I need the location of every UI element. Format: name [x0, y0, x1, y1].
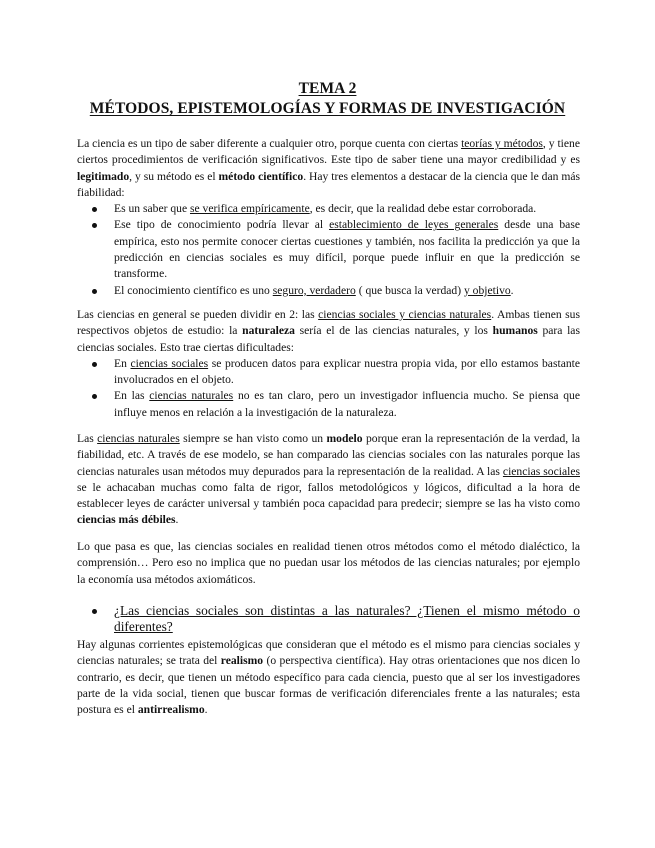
list-item: [77, 217, 580, 282]
text-run: desde una base empírica, esto nos permite conocer ciertas cuestiones y también, nos facilita la predicción ya que la predicción en ciencias sociales es muy difícil, porque puede influir en que la predicción se transforme.: [114, 218, 580, 281]
division-section: [77, 307, 580, 421]
question-list: [77, 603, 580, 636]
division-paragraph: [77, 307, 580, 356]
text-run: La ciencia es un tipo de saber diferente a cualquier otro, porque cuenta con ciertas: [77, 137, 462, 150]
model-paragraph: [77, 431, 580, 529]
text-run: Hay algunas corrientes epistemológicas que consideran que el método es el mismo para ciencias sociales y ciencias naturales; se trata del: [77, 638, 580, 668]
bold-term: legitimado: [77, 169, 130, 183]
bold-term: humanos: [492, 324, 538, 338]
difficulties-list: [77, 356, 580, 421]
bold-term: naturaleza: [242, 324, 295, 338]
text-run: se le achacaban muchas como falta de rigor, fallos metodológicos y lógicos, dificultad a la hora de establecer leyes de carácter universal y también poca capacidad para predecir; siempre se las ha visto como: [77, 480, 580, 511]
text-run: no es tan claro, pero un investigador influencia mucho. Se piensa que influye menos en relación a la investigación de la naturaleza.: [114, 389, 580, 419]
text-run: sería el de las ciencias naturales, y los: [294, 324, 493, 338]
underlined-term: ciencias naturales: [149, 389, 234, 403]
list-item: [77, 603, 580, 636]
list-item: [77, 356, 580, 389]
question-text: ¿Las ciencias sociales son distintas a las naturales? ¿Tienen el mismo método o diferentes?: [114, 603, 580, 635]
list-item: [77, 388, 580, 421]
underlined-term: establecimiento de leyes generales: [329, 218, 499, 232]
bold-term: realismo: [220, 654, 264, 668]
model-section: [77, 431, 580, 529]
underlined-term: ciencias sociales: [130, 356, 209, 370]
bold-term: modelo: [326, 432, 363, 445]
intro-paragraph: [77, 136, 580, 201]
text-run: . Ambas tienen sus respectivos objetos de estudio: la: [77, 308, 580, 338]
intro-section: [77, 136, 580, 299]
realism-paragraph: [77, 637, 580, 718]
text-run: Ese tipo de conocimiento podría llevar al: [114, 218, 330, 232]
bold-term: ciencias más débiles: [77, 513, 176, 527]
bold-term: antirrealismo: [137, 703, 205, 717]
underlined-term: seguro, verdadero: [272, 283, 356, 297]
text-run: .: [175, 513, 179, 527]
text-run: se producen datos para explicar nuestra propia vida, por ello estamos bastante involucrados en el objeto.: [114, 356, 581, 387]
list-item: [77, 283, 580, 299]
elements-list: [77, 201, 580, 299]
underlined-term: se verifica empíricamente: [189, 202, 310, 216]
text-run: ( que busca la verdad): [355, 283, 464, 297]
underlined-term: ciencias naturales: [97, 432, 180, 445]
list-item: [77, 201, 580, 217]
text-run: Las ciencias en general se pueden dividir en 2: las: [77, 308, 319, 321]
text-run: porque eran la representación de la verdad, la fiabilidad, etc. A través de ese modelo, se han comparado las ciencias sociales con las naturales porque las ciencias naturales usan métodos muy depurados para la representación de la realidad. A las: [77, 432, 580, 478]
text-run: .: [204, 703, 208, 717]
text-run: para las ciencias sociales. Esto trae ciertas dificultades:: [77, 324, 580, 354]
methods-section: [77, 539, 580, 588]
bold-term: método científico: [218, 169, 304, 183]
question-heading: [77, 603, 580, 636]
methods-paragraph: Lo que pasa es que, las ciencias sociales en realidad tienen otros métodos como el método dialéctico, la comprensión… Pero eso no implica que no puedan usar los métodos de las ciencias naturales; por ejemplo la economía usa métodos axiomáticos.: [77, 540, 580, 586]
text-run: (o perspectiva científica). Hay otras orientaciones que nos dicen lo contrario, es decir, que tienen un método específico para cada ciencia, puesto que al ser los investigadores parte de la vida social, tienen que buscar formas de verificación diferenciales frente a las naturales; esta postura es el: [77, 654, 580, 717]
realism-section: [77, 637, 580, 718]
text-run: En: [114, 356, 131, 370]
text-run: Es un saber que: [114, 202, 190, 216]
underlined-term: teorías y métodos: [461, 137, 543, 150]
text-run: En las: [114, 389, 150, 403]
text-run: , es decir, que la realidad debe estar corroborada.: [309, 202, 537, 216]
text-run: . Hay tres elementos a destacar de la ciencia que le dan más fiabilidad:: [77, 169, 581, 199]
underlined-term: y objetivo: [463, 283, 511, 297]
text-run: Las: [77, 432, 98, 445]
text-run: siempre se han visto como un: [179, 432, 327, 445]
text-run: , y tiene ciertos procedimientos de verificación significativos. Este tipo de saber tiene una mayor credibilidad y es: [77, 137, 580, 167]
text-run: El conocimiento científico es uno: [114, 283, 273, 297]
page-title: TEMA 2: [298, 80, 357, 97]
underlined-term: ciencias sociales: [502, 464, 580, 478]
text-run: .: [510, 283, 514, 297]
underlined-term: ciencias sociales y ciencias naturales: [318, 308, 492, 321]
page-subtitle: MÉTODOS, EPISTEMOLOGÍAS Y FORMAS DE INVESTIGACIÓN: [89, 100, 566, 117]
text-run: , y su método es el: [129, 169, 219, 183]
